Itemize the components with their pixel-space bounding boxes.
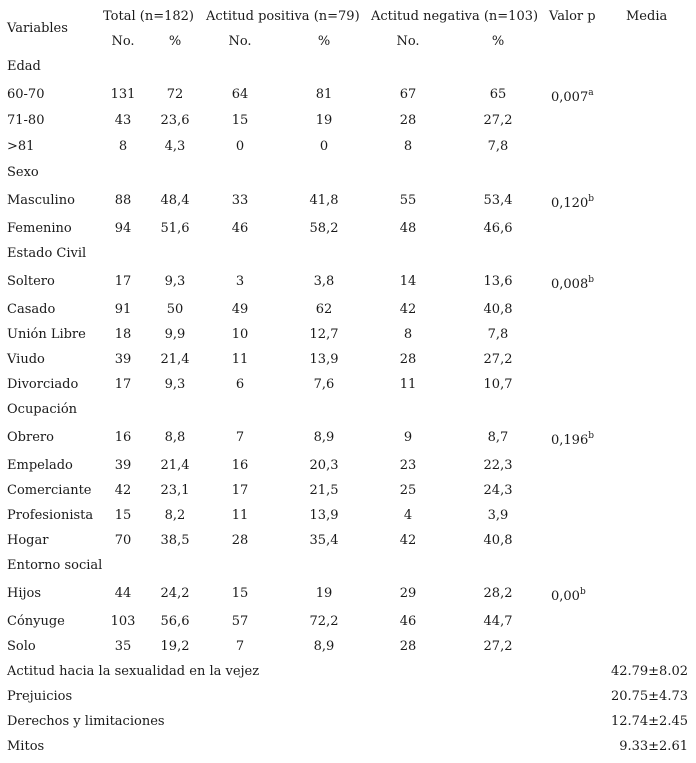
- group-label: Ocupación: [7, 402, 78, 417]
- cell-tn: 70: [114, 533, 132, 548]
- cell-pn: 46: [231, 221, 249, 236]
- cell-nn: 28: [399, 352, 417, 367]
- cell-nn: 8: [403, 139, 413, 154]
- mean-value: 42.79±8.02: [610, 664, 688, 679]
- header-variables: Variables: [7, 21, 68, 36]
- cell-np: 46,6: [483, 221, 513, 236]
- cell-nn: 25: [399, 483, 417, 498]
- cell-tp: 38,5: [160, 533, 190, 548]
- cell-np: 27,2: [483, 352, 513, 367]
- row-label: >81: [7, 139, 35, 154]
- cell-pp: 8,9: [313, 430, 335, 445]
- cell-np: 7,8: [487, 139, 509, 154]
- cell-pn: 28: [231, 533, 249, 548]
- cell-tn: 8: [118, 139, 128, 154]
- cell-np: 27,2: [483, 113, 513, 128]
- cell-np: 40,8: [483, 302, 513, 317]
- cell-tp: 48,4: [160, 193, 190, 208]
- cell-nn: 11: [399, 377, 417, 392]
- subheader-total-pct: %: [168, 34, 182, 49]
- cell-tp: 72: [166, 87, 184, 102]
- subheader-total-no: No.: [111, 34, 135, 49]
- row-label: Cónyuge: [7, 614, 65, 629]
- row-label: Masculino: [7, 193, 75, 208]
- cell-tp: 56,6: [160, 614, 190, 629]
- cell-nn: 14: [399, 274, 417, 289]
- header-media: Media: [626, 9, 668, 24]
- cell-tp: 21,4: [160, 458, 190, 473]
- row-label: Comerciante: [7, 483, 92, 498]
- cell-np: 22,3: [483, 458, 513, 473]
- p-value: [551, 277, 594, 293]
- mean-label: Mitos: [7, 739, 45, 754]
- mean-label: Actitud hacia la sexualidad en la vejez: [7, 664, 260, 679]
- cell-tn: 131: [110, 87, 136, 102]
- cell-pn: 3: [235, 274, 245, 289]
- cell-tn: 103: [110, 614, 136, 629]
- row-label: Divorciado: [7, 377, 79, 392]
- group-label: Edad: [7, 59, 41, 74]
- cell-pp: 41,8: [309, 193, 339, 208]
- cell-np: 40,8: [483, 533, 513, 548]
- cell-pn: 11: [231, 352, 249, 367]
- p-value-footnote: a: [588, 88, 594, 98]
- cell-nn: 67: [399, 87, 417, 102]
- cell-nn: 4: [403, 508, 413, 523]
- cell-nn: 23: [399, 458, 417, 473]
- group-label: Estado Civil: [7, 246, 87, 261]
- p-value-number: 0,007: [551, 90, 589, 105]
- cell-tn: 39: [114, 352, 132, 367]
- cell-nn: 46: [399, 614, 417, 629]
- p-value: [551, 433, 594, 449]
- cell-tp: 24,2: [160, 586, 190, 601]
- cell-np: 7,8: [487, 327, 509, 342]
- p-value-footnote: b: [588, 275, 594, 285]
- cell-pn: 7: [235, 639, 245, 654]
- cell-tp: 51,6: [160, 221, 190, 236]
- p-value-number: 0,00: [551, 589, 580, 604]
- row-label: Casado: [7, 302, 56, 317]
- cell-tp: 8,8: [164, 430, 186, 445]
- cell-pn: 0: [235, 139, 245, 154]
- cell-tn: 35: [114, 639, 132, 654]
- header-positiva: Actitud positiva (n=79): [206, 9, 360, 24]
- row-label: Hijos: [7, 586, 42, 601]
- cell-np: 44,7: [483, 614, 513, 629]
- cell-pp: 58,2: [309, 221, 339, 236]
- row-label: Viudo: [7, 352, 45, 367]
- p-value-footnote: b: [579, 587, 586, 597]
- cell-tp: 23,1: [160, 483, 190, 498]
- row-label: Empelado: [7, 458, 73, 473]
- cell-tn: 15: [114, 508, 132, 523]
- mean-value: 12.74±2.45: [610, 714, 688, 729]
- cell-tn: 39: [114, 458, 132, 473]
- cell-np: 27,2: [483, 639, 513, 654]
- cell-nn: 42: [399, 533, 417, 548]
- cell-pn: 16: [231, 458, 249, 473]
- cell-pn: 64: [231, 87, 249, 102]
- header-valor-p: Valor p: [549, 9, 596, 24]
- cell-tn: 43: [114, 113, 132, 128]
- p-value: [551, 90, 594, 106]
- cell-pp: 21,5: [309, 483, 339, 498]
- cell-np: 3,9: [487, 508, 509, 523]
- cell-tn: 18: [114, 327, 132, 342]
- cell-tp: 19,2: [160, 639, 190, 654]
- p-value-number: 0,008: [551, 277, 589, 292]
- row-label: Femenino: [7, 221, 72, 236]
- cell-tp: 9,9: [164, 327, 186, 342]
- row-label: Obrero: [7, 430, 54, 445]
- row-label: Profesionista: [7, 508, 94, 523]
- row-label: Unión Libre: [7, 327, 86, 342]
- p-value-number: 0,120: [551, 196, 589, 211]
- subheader-positiva-no: No.: [228, 34, 252, 49]
- cell-tn: 91: [114, 302, 132, 317]
- cell-np: 65: [489, 87, 507, 102]
- cell-nn: 28: [399, 113, 417, 128]
- cell-tn: 42: [114, 483, 132, 498]
- row-label: 60-70: [7, 87, 45, 102]
- cell-pp: 0: [319, 139, 329, 154]
- cell-np: 8,7: [487, 430, 509, 445]
- mean-value: 20.75±4.73: [610, 689, 688, 704]
- p-value: [551, 589, 586, 605]
- cell-tn: 17: [114, 274, 132, 289]
- cell-pn: 15: [231, 113, 249, 128]
- row-label: Soltero: [7, 274, 55, 289]
- cell-tp: 50: [166, 302, 184, 317]
- cell-np: 53,4: [483, 193, 513, 208]
- cell-np: 10,7: [483, 377, 513, 392]
- cell-pp: 62: [315, 302, 333, 317]
- cell-tp: 4,3: [164, 139, 186, 154]
- cell-tp: 8,2: [164, 508, 186, 523]
- cell-pp: 19: [315, 113, 333, 128]
- cell-pp: 13,9: [309, 508, 339, 523]
- cell-pn: 10: [231, 327, 249, 342]
- cell-tn: 94: [114, 221, 132, 236]
- cell-nn: 9: [403, 430, 413, 445]
- cell-tn: 17: [114, 377, 132, 392]
- cell-tn: 16: [114, 430, 132, 445]
- cell-pn: 11: [231, 508, 249, 523]
- cell-pp: 19: [315, 586, 333, 601]
- cell-tp: 23,6: [160, 113, 190, 128]
- mean-label: Prejuicios: [7, 689, 73, 704]
- cell-nn: 55: [399, 193, 417, 208]
- header-negativa: Actitud negativa (n=103): [371, 9, 539, 24]
- mean-label: Derechos y limitaciones: [7, 714, 165, 729]
- row-label: 71-80: [7, 113, 45, 128]
- mean-value: 9.33±2.61: [619, 739, 688, 754]
- p-value-number: 0,196: [551, 433, 589, 448]
- cell-pp: 72,2: [309, 614, 339, 629]
- subheader-negativa-pct: %: [491, 34, 505, 49]
- cell-pn: 7: [235, 430, 245, 445]
- cell-pp: 13,9: [309, 352, 339, 367]
- row-label: Hogar: [7, 533, 49, 548]
- cell-pp: 35,4: [309, 533, 339, 548]
- cell-pp: 3,8: [313, 274, 335, 289]
- cell-tn: 88: [114, 193, 132, 208]
- cell-pp: 20,3: [309, 458, 339, 473]
- cell-pp: 7,6: [313, 377, 335, 392]
- cell-tp: 21,4: [160, 352, 190, 367]
- cell-tn: 44: [114, 586, 132, 601]
- cell-pp: 81: [315, 87, 333, 102]
- cell-pn: 17: [231, 483, 249, 498]
- subheader-positiva-pct: %: [317, 34, 331, 49]
- cell-nn: 28: [399, 639, 417, 654]
- cell-nn: 42: [399, 302, 417, 317]
- cell-np: 24,3: [483, 483, 513, 498]
- cell-pn: 6: [235, 377, 245, 392]
- cell-pp: 8,9: [313, 639, 335, 654]
- cell-tp: 9,3: [164, 377, 186, 392]
- cell-tp: 9,3: [164, 274, 186, 289]
- cell-nn: 48: [399, 221, 417, 236]
- cell-pn: 57: [231, 614, 249, 629]
- group-label: Entorno social: [7, 558, 103, 573]
- cell-nn: 8: [403, 327, 413, 342]
- cell-np: 13,6: [483, 274, 513, 289]
- subheader-negativa-no: No.: [396, 34, 420, 49]
- cell-pn: 49: [231, 302, 249, 317]
- header-total: Total (n=182): [103, 9, 194, 24]
- cell-pn: 15: [231, 586, 249, 601]
- cell-pp: 12,7: [309, 327, 339, 342]
- cell-np: 28,2: [483, 586, 513, 601]
- row-label: Solo: [7, 639, 36, 654]
- p-value-footnote: b: [588, 194, 594, 204]
- cell-pn: 33: [231, 193, 249, 208]
- group-label: Sexo: [7, 165, 39, 180]
- p-value-footnote: b: [588, 431, 594, 441]
- cell-nn: 29: [399, 586, 417, 601]
- p-value: [551, 196, 594, 212]
